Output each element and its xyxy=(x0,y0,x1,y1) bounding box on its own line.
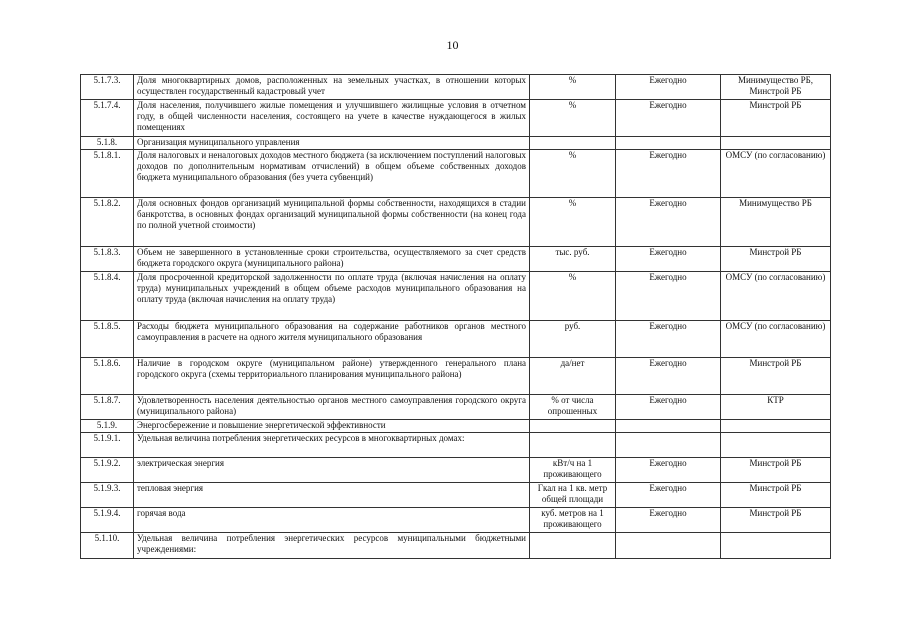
indicator-name: Доля налоговых и неналоговых доходов местного бюджета (за исключением поступлений налоговых доходов по дополнительным нормативам отчислений) в общем объеме собственных доходов бюджета муниципального образования (без учета субвенций) xyxy=(137,150,526,182)
row-number-cell xyxy=(81,458,134,483)
responsible-body-cell xyxy=(721,247,831,272)
responsible-body: ОМСУ (по согласованию) xyxy=(725,321,826,331)
unit-of-measure-cell xyxy=(530,137,616,150)
table-row xyxy=(81,508,831,533)
frequency: Ежегодно xyxy=(649,247,687,257)
frequency: Ежегодно xyxy=(649,75,687,85)
indicator-name: Наличие в городском округе (муниципальном районе) утвержденного генерального плана городского округа (схемы территориального планирования муниципального района) xyxy=(137,358,526,379)
frequency: Ежегодно xyxy=(649,508,687,518)
responsible-body: Минстрой РБ xyxy=(749,247,802,257)
table-row xyxy=(81,533,831,559)
frequency: Ежегодно xyxy=(649,483,687,493)
frequency-cell xyxy=(616,433,721,458)
frequency: Ежегодно xyxy=(649,198,687,208)
frequency: Ежегодно xyxy=(649,150,687,160)
indicator-name-cell xyxy=(134,433,530,458)
responsible-body: Минстрой РБ xyxy=(749,508,802,518)
page-number: 10 xyxy=(446,38,459,52)
row-number-cell xyxy=(81,358,134,395)
indicator-name: Доля основных фондов организаций муниципальной формы собственности, находящихся в стадии банкротства, в основных фондах организаций муниципальной формы собственности (на конец года по полной учетной стоимости) xyxy=(137,198,526,230)
row-number: 5.1.8.3. xyxy=(93,247,121,257)
indicator-name: Объем не завершенного в установленные сроки строительства, осуществляемого за счет средств бюджета городского округа (муниципального района) xyxy=(137,247,526,268)
table-row xyxy=(81,150,831,198)
table-row xyxy=(81,395,831,420)
responsible-body-cell xyxy=(721,508,831,533)
unit-of-measure-cell xyxy=(530,198,616,247)
responsible-body: ОМСУ (по согласованию) xyxy=(725,272,826,282)
frequency-cell xyxy=(616,75,721,100)
indicator-name-cell xyxy=(134,137,530,150)
indicators-table xyxy=(80,74,831,559)
indicator-name-cell xyxy=(134,395,530,420)
responsible-body: Минстрой РБ xyxy=(749,458,802,468)
indicator-name-cell xyxy=(134,420,530,433)
unit-of-measure-cell xyxy=(530,100,616,137)
row-number: 5.1.8.6. xyxy=(93,358,121,368)
row-number-cell xyxy=(81,137,134,150)
unit-of-measure: куб. метров на 1 проживающего xyxy=(541,508,604,529)
unit-of-measure-cell xyxy=(530,508,616,533)
unit-of-measure-cell xyxy=(530,395,616,420)
frequency-cell xyxy=(616,420,721,433)
responsible-body: Минстрой РБ xyxy=(749,100,802,110)
indicator-name-cell xyxy=(134,198,530,247)
unit-of-measure-cell xyxy=(530,358,616,395)
row-number: 5.1.7.3. xyxy=(93,75,121,85)
indicator-name-cell xyxy=(134,483,530,508)
indicator-name-cell xyxy=(134,247,530,272)
responsible-body-cell xyxy=(721,150,831,198)
indicator-name: Расходы бюджета муниципального образования на содержание работников органов местного самоуправления в расчете на одного жителя муниципального образования xyxy=(137,321,526,342)
indicator-name: Доля многоквартирных домов, расположенных на земельных участках, в отношении которых осуществлен государственный кадастровый учет xyxy=(137,75,526,96)
responsible-body-cell xyxy=(721,198,831,247)
responsible-body: Минимущество РБ, Минстрой РБ xyxy=(737,75,814,96)
row-number: 5.1.9.4. xyxy=(93,508,121,518)
table-row xyxy=(81,75,831,100)
frequency: Ежегодно xyxy=(649,458,687,468)
row-number-cell xyxy=(81,321,134,358)
row-number-cell xyxy=(81,483,134,508)
frequency-cell xyxy=(616,483,721,508)
table-row xyxy=(81,321,831,358)
frequency-cell xyxy=(616,137,721,150)
frequency: Ежегодно xyxy=(649,358,687,368)
row-number-cell xyxy=(81,247,134,272)
unit-of-measure: % от числа опрошенных xyxy=(547,395,598,416)
indicator-name: горячая вода xyxy=(137,508,186,518)
row-number: 5.1.8.5. xyxy=(93,321,121,331)
unit-of-measure: % xyxy=(568,75,577,85)
table-row xyxy=(81,358,831,395)
unit-of-measure-cell xyxy=(530,272,616,321)
row-number-cell xyxy=(81,533,134,559)
row-number: 5.1.9. xyxy=(96,420,118,430)
responsible-body-cell xyxy=(721,272,831,321)
unit-of-measure-cell xyxy=(530,321,616,358)
unit-of-measure: % xyxy=(568,150,577,160)
table-row xyxy=(81,137,831,150)
indicator-name: Энергосбережение и повышение энергетической эффективности xyxy=(137,420,386,430)
responsible-body-cell xyxy=(721,137,831,150)
row-number-cell xyxy=(81,272,134,321)
row-number: 5.1.9.2. xyxy=(93,458,121,468)
row-number-cell xyxy=(81,420,134,433)
table-body xyxy=(81,75,831,559)
frequency-cell xyxy=(616,150,721,198)
table-row xyxy=(81,272,831,321)
row-number: 5.1.8.7. xyxy=(93,395,121,405)
unit-of-measure-cell xyxy=(530,247,616,272)
responsible-body-cell xyxy=(721,358,831,395)
frequency-cell xyxy=(616,321,721,358)
unit-of-measure: руб. xyxy=(564,321,581,331)
row-number-cell xyxy=(81,508,134,533)
unit-of-measure: кВт/ч на 1 проживающего xyxy=(543,458,602,479)
indicator-name: Удельная величина потребления энергетических ресурсов в многоквартирных домах: xyxy=(137,433,465,443)
unit-of-measure-cell xyxy=(530,420,616,433)
row-number: 5.1.8.1. xyxy=(93,150,121,160)
indicator-name-cell xyxy=(134,533,530,559)
unit-of-measure: % xyxy=(568,198,577,208)
responsible-body: Минимущество РБ xyxy=(739,198,812,208)
unit-of-measure: % xyxy=(568,100,577,110)
responsible-body-cell xyxy=(721,458,831,483)
unit-of-measure-cell xyxy=(530,75,616,100)
table-row xyxy=(81,483,831,508)
frequency: Ежегодно xyxy=(649,272,687,282)
responsible-body-cell xyxy=(721,483,831,508)
responsible-body-cell xyxy=(721,321,831,358)
row-number: 5.1.8.2. xyxy=(93,198,121,208)
indicator-name: Организация муниципального управления xyxy=(137,137,300,147)
indicator-name-cell xyxy=(134,508,530,533)
indicator-name-cell xyxy=(134,321,530,358)
row-number: 5.1.8. xyxy=(96,137,118,147)
unit-of-measure-cell xyxy=(530,483,616,508)
row-number-cell xyxy=(81,150,134,198)
unit-of-measure-cell xyxy=(530,433,616,458)
table-row xyxy=(81,247,831,272)
responsible-body-cell xyxy=(721,533,831,559)
row-number: 5.1.10. xyxy=(94,533,120,543)
responsible-body: Минстрой РБ xyxy=(749,358,802,368)
unit-of-measure-cell xyxy=(530,458,616,483)
row-number-cell xyxy=(81,198,134,247)
table-row xyxy=(81,420,831,433)
frequency-cell xyxy=(616,100,721,137)
indicator-name-cell xyxy=(134,458,530,483)
unit-of-measure: тыс. руб. xyxy=(555,247,590,257)
responsible-body-cell xyxy=(721,433,831,458)
responsible-body-cell xyxy=(721,100,831,137)
responsible-body-cell xyxy=(721,420,831,433)
indicator-name-cell xyxy=(134,358,530,395)
indicator-name-cell xyxy=(134,272,530,321)
frequency-cell xyxy=(616,247,721,272)
frequency-cell xyxy=(616,198,721,247)
frequency-cell xyxy=(616,458,721,483)
frequency-cell xyxy=(616,533,721,559)
frequency-cell xyxy=(616,395,721,420)
frequency-cell xyxy=(616,508,721,533)
indicator-name-cell xyxy=(134,100,530,137)
responsible-body: Минстрой РБ xyxy=(749,483,802,493)
unit-of-measure: % xyxy=(568,272,577,282)
frequency: Ежегодно xyxy=(649,395,687,405)
row-number-cell xyxy=(81,75,134,100)
indicator-name: Доля просроченной кредиторской задолженности по оплате труда (включая начисления на оплату труда) муниципальных учреждений в общем объеме расходов муниципального образования на оплату труда (включая начисления на оплату труда) xyxy=(137,272,526,304)
responsible-body: КТР xyxy=(767,395,784,405)
indicator-name: электрическая энергия xyxy=(137,458,224,468)
indicator-name-cell xyxy=(134,150,530,198)
row-number: 5.1.9.3. xyxy=(93,483,121,493)
row-number: 5.1.8.4. xyxy=(93,272,121,282)
unit-of-measure-cell xyxy=(530,150,616,198)
table-row xyxy=(81,198,831,247)
table-row xyxy=(81,458,831,483)
frequency: Ежегодно xyxy=(649,321,687,331)
indicator-name: тепловая энергия xyxy=(137,483,204,493)
row-number-cell xyxy=(81,100,134,137)
unit-of-measure-cell xyxy=(530,533,616,559)
frequency-cell xyxy=(616,272,721,321)
indicator-name: Доля населения, получившего жилые помещения и улучшившего жилищные условия в отчетном году, в общей численности населения, состоящего на учете в качестве нуждающегося в жилых помещениях xyxy=(137,100,526,132)
row-number: 5.1.7.4. xyxy=(93,100,121,110)
responsible-body: ОМСУ (по согласованию) xyxy=(725,150,826,160)
frequency-cell xyxy=(616,358,721,395)
frequency: Ежегодно xyxy=(649,100,687,110)
row-number-cell xyxy=(81,433,134,458)
row-number-cell xyxy=(81,395,134,420)
unit-of-measure: Гкал на 1 кв. метр общей площади xyxy=(537,483,608,504)
indicator-name: Удельная величина потребления энергетических ресурсов муниципальными бюджетными учреждениями: xyxy=(137,533,526,554)
indicator-name-cell xyxy=(134,75,530,100)
indicator-name: Удовлетворенность населения деятельностью органов местного самоуправления городского округа (муниципального района) xyxy=(137,395,526,416)
responsible-body-cell xyxy=(721,75,831,100)
responsible-body-cell xyxy=(721,395,831,420)
table-row xyxy=(81,433,831,458)
row-number: 5.1.9.1. xyxy=(93,433,121,443)
table-row xyxy=(81,100,831,137)
unit-of-measure: да/нет xyxy=(560,358,585,368)
